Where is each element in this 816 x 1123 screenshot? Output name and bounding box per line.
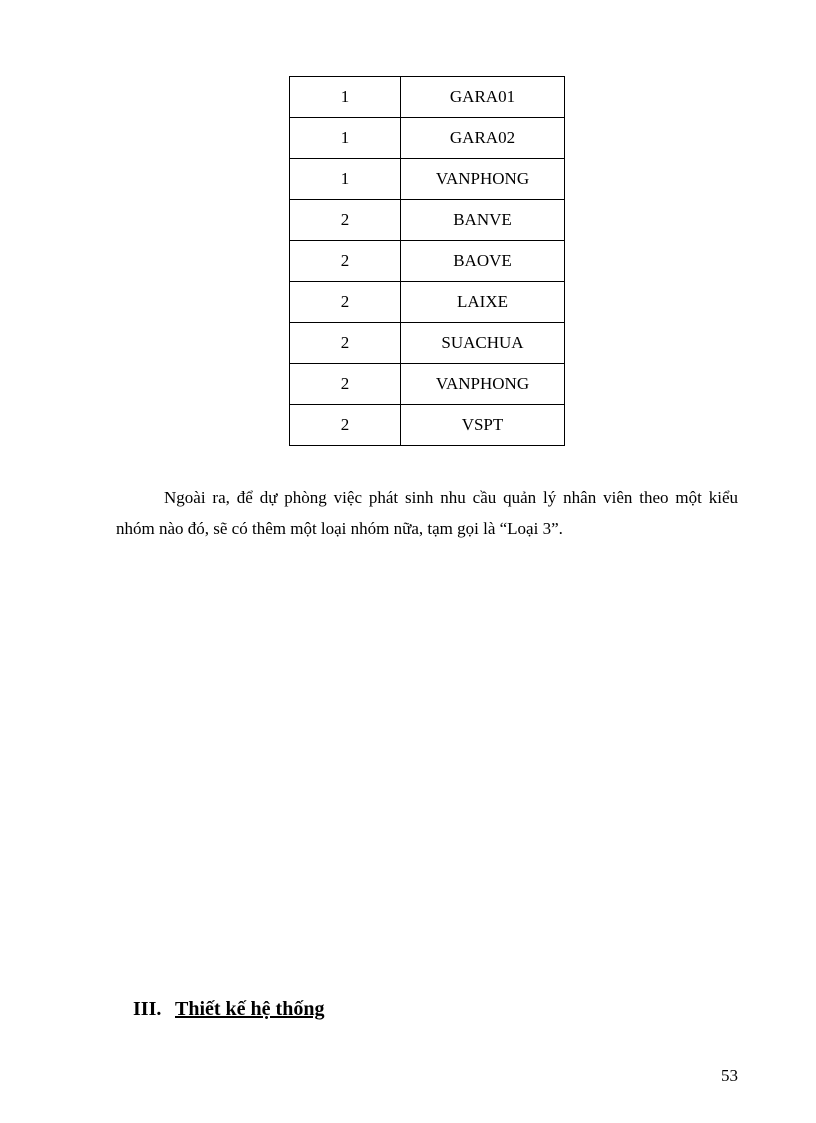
table-cell-type: 2 bbox=[290, 323, 401, 364]
table-row bbox=[290, 282, 565, 323]
section-number: III. bbox=[133, 998, 162, 1020]
table-cell-type: 1 bbox=[290, 159, 401, 200]
table-cell-group: LAIXE bbox=[401, 282, 565, 323]
table-row bbox=[290, 364, 565, 405]
paragraph-text: Ngoài ra, để dự phòng việc phát sinh nhu cầu quản lý nhân viên theo một kiểu nhóm nào đó, sẽ có thêm một loại nhóm nữa, tạm gọi là “Loại 3”. bbox=[116, 488, 738, 538]
table-cell-type: 2 bbox=[290, 241, 401, 282]
group-table bbox=[289, 76, 565, 446]
table-cell-type: 2 bbox=[290, 282, 401, 323]
table-cell-group: GARA02 bbox=[401, 118, 565, 159]
table-cell-type: 2 bbox=[290, 405, 401, 446]
section-heading bbox=[133, 998, 324, 1021]
table-cell-group: GARA01 bbox=[401, 77, 565, 118]
table-cell-group: BANVE bbox=[401, 200, 565, 241]
table-cell-group: SUACHUA bbox=[401, 323, 565, 364]
table-row bbox=[290, 118, 565, 159]
table-row bbox=[290, 159, 565, 200]
table-row bbox=[290, 323, 565, 364]
table-cell-group: VANPHONG bbox=[401, 159, 565, 200]
table-cell-group: BAOVE bbox=[401, 241, 565, 282]
page-number: 53 bbox=[721, 1066, 738, 1085]
table-row bbox=[290, 200, 565, 241]
table-cell-type: 2 bbox=[290, 200, 401, 241]
table-cell-type: 1 bbox=[290, 118, 401, 159]
table-cell-group: VSPT bbox=[401, 405, 565, 446]
table-row bbox=[290, 405, 565, 446]
section-title: Thiết kế hệ thống bbox=[175, 998, 325, 1020]
table-row bbox=[290, 241, 565, 282]
table-cell-group: VANPHONG bbox=[401, 364, 565, 405]
body-paragraph bbox=[116, 482, 738, 544]
table-row bbox=[290, 77, 565, 118]
table-cell-type: 2 bbox=[290, 364, 401, 405]
table-cell-type: 1 bbox=[290, 77, 401, 118]
